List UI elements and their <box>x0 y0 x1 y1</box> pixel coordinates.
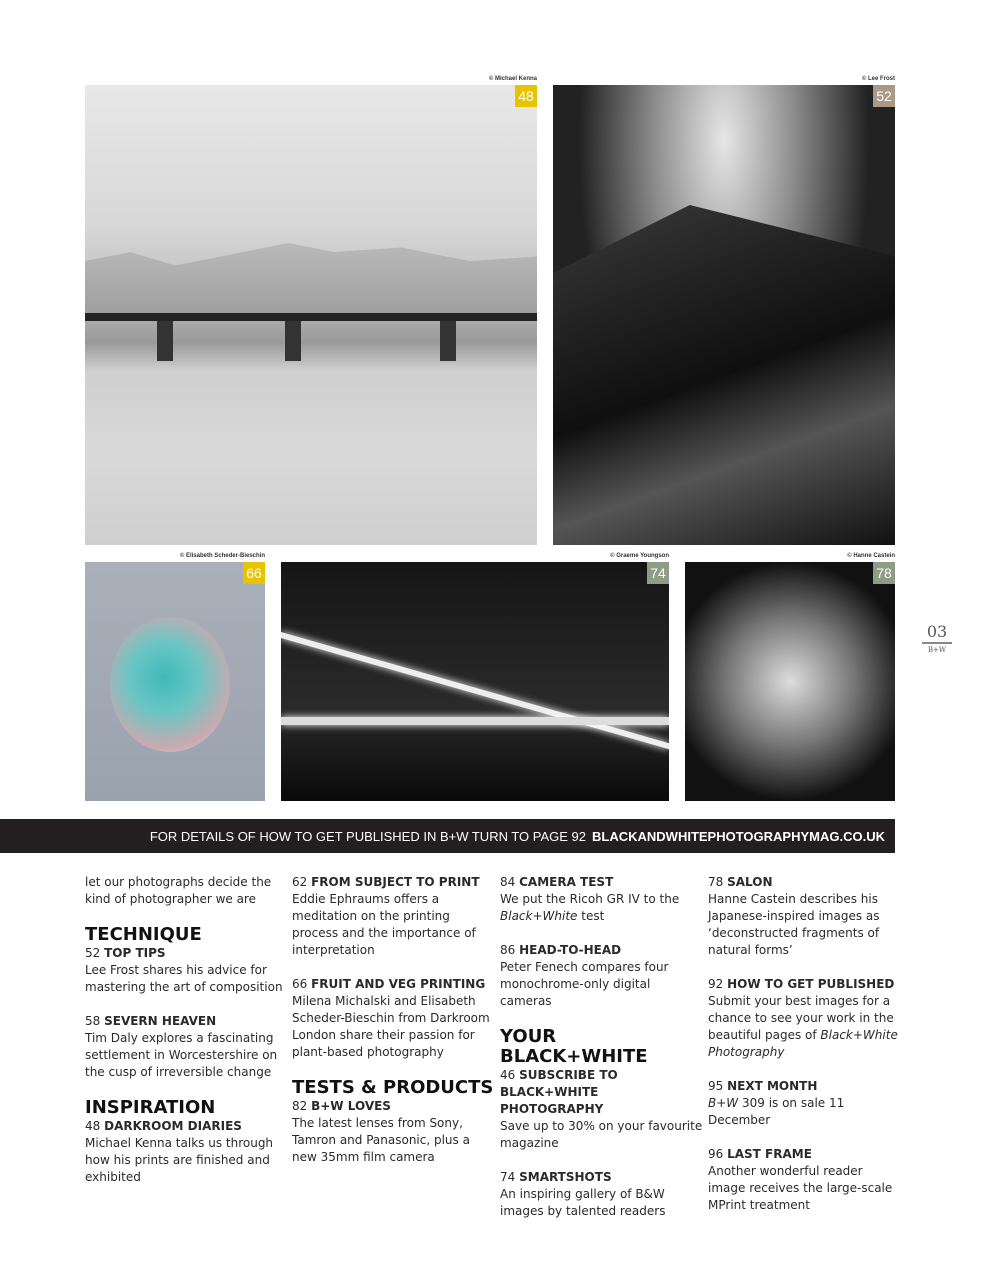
photo-credit: © Hanne Castein <box>847 553 895 559</box>
photo-fruit-print <box>85 562 265 801</box>
page-number: 58 <box>85 1014 101 1028</box>
entry-description <box>85 1135 290 1186</box>
description-text: Submit your best images for a chance to see your work in the beautiful pages of <box>708 994 894 1042</box>
photo-paris-bridge <box>85 85 537 545</box>
entry-description <box>708 1095 903 1129</box>
description-text: 309 is on sale 11 December <box>708 1096 845 1127</box>
entry-description <box>85 962 290 996</box>
description-text: test <box>577 909 605 923</box>
page-number: 66 <box>292 977 308 991</box>
entry-title: FRUIT AND VEG PRINTING <box>311 977 486 991</box>
entry-title: TOP TIPS <box>104 946 166 960</box>
description-text: Hanne Castein describes his Japanese-inspired images as ‘deconstructed fragments of natural forms’ <box>708 892 880 957</box>
contents-entry[interactable] <box>500 1067 705 1152</box>
entry-title: CAMERA TEST <box>519 875 614 889</box>
entry-title: SMARTSHOTS <box>519 1170 612 1184</box>
description-text: Eddie Ephraums offers a meditation on the printing process and the importance of interpretation <box>292 892 476 957</box>
entry-title: SUBSCRIBE TO BLACK+WHITE PHOTOGRAPHY <box>500 1068 618 1116</box>
entry-description <box>292 891 497 959</box>
entry-heading <box>708 874 903 891</box>
entry-heading <box>292 976 497 993</box>
entry-description <box>292 1115 497 1166</box>
section-heading: YOUR BLACK+WHITE <box>500 1026 648 1067</box>
banner-text: FOR DETAILS OF HOW TO GET PUBLISHED IN B+W TURN TO PAGE 92 <box>149 828 587 844</box>
page-number: 74 <box>500 1170 516 1184</box>
contents-entry[interactable] <box>708 976 903 1061</box>
page-badge: 48 <box>515 85 537 107</box>
description-text: An inspiring gallery of B&W images by talented readers <box>500 1187 666 1218</box>
photo-credit: © Graeme Youngson <box>610 553 669 559</box>
contents-entry[interactable] <box>500 874 705 925</box>
description-text: Lee Frost shares his advice for mastering the art of composition <box>85 963 283 994</box>
page-number: 52 <box>85 946 101 960</box>
entry-title: SALON <box>727 875 773 889</box>
entry-description <box>500 891 705 925</box>
entry-heading <box>500 1169 705 1186</box>
entry-heading <box>708 1146 903 1163</box>
photo-credit: © Michael Kenna <box>488 76 537 82</box>
entry-heading <box>708 976 903 993</box>
contents-entry[interactable] <box>292 874 497 959</box>
entry-heading <box>500 942 705 959</box>
entry-heading <box>85 945 290 962</box>
section-heading: INSPIRATION <box>85 1097 216 1118</box>
contents-entry[interactable] <box>292 1098 497 1166</box>
contents-entry[interactable] <box>85 1013 290 1081</box>
description-text: B+W <box>708 1096 739 1110</box>
section-heading: TECHNIQUE <box>85 924 202 945</box>
contents-entry[interactable] <box>500 1169 705 1220</box>
contents-column-3 <box>500 874 705 1237</box>
entry-heading <box>85 1013 290 1030</box>
magazine-mark: B+W <box>927 646 947 654</box>
description-text: Another wonderful reader image receives the large-scale MPrint treatment <box>708 1164 893 1212</box>
description-text: let our photographs decide the kind of photographer we are <box>85 875 272 906</box>
entry-description <box>500 959 705 1010</box>
photo-credit: © Lee Frost <box>861 76 895 82</box>
contents-entry[interactable] <box>708 874 903 959</box>
description-text: Peter Fenech compares four monochrome-only digital cameras <box>500 960 669 1008</box>
entry-title: FROM SUBJECT TO PRINT <box>311 875 480 889</box>
description-text: The latest lenses from Sony, Tamron and Panasonic, plus a new 35mm film camera <box>292 1116 470 1164</box>
entry-heading <box>500 874 705 891</box>
entry-title: HEAD-TO-HEAD <box>519 943 622 957</box>
page-number: 86 <box>500 943 516 957</box>
entry-heading <box>85 1118 290 1135</box>
intro-text <box>85 874 290 908</box>
entry-heading <box>292 1098 497 1115</box>
page-badge: 78 <box>873 562 895 584</box>
entry-title: LAST FRAME <box>727 1147 812 1161</box>
contents-entry[interactable] <box>708 1078 903 1129</box>
contents-column-1 <box>85 874 290 1203</box>
entry-title: B+W LOVES <box>311 1099 391 1113</box>
entry-description <box>85 1030 290 1081</box>
photo-rocky-coast <box>553 85 895 545</box>
description-text: Black+White <box>500 909 578 923</box>
page-number: 48 <box>85 1119 101 1133</box>
photo-credit: © Elisabeth Scheder-Bieschin <box>179 553 265 559</box>
page-badge: 52 <box>873 85 895 107</box>
page-number: 82 <box>292 1099 308 1113</box>
entry-description <box>708 891 903 959</box>
description-text: Michael Kenna talks us through how his prints are finished and exhibited <box>85 1136 274 1184</box>
entry-title: SEVERN HEAVEN <box>104 1014 217 1028</box>
page-number: 46 <box>500 1068 516 1082</box>
entry-heading <box>708 1078 903 1095</box>
entry-description <box>708 1163 903 1214</box>
contents-column-2 <box>292 874 497 1183</box>
page-number: 95 <box>708 1079 724 1093</box>
page-folio <box>922 622 952 654</box>
entry-description <box>292 993 497 1061</box>
entry-heading <box>292 874 497 891</box>
contents-entry[interactable] <box>85 1118 290 1186</box>
page-number: 03 <box>922 622 952 644</box>
entry-description <box>500 1118 705 1152</box>
page-number: 92 <box>708 977 724 991</box>
contents-column-4 <box>708 874 903 1231</box>
contents-entry[interactable] <box>85 945 290 996</box>
entry-description <box>500 1186 705 1220</box>
publish-banner <box>0 819 895 853</box>
page-number: 84 <box>500 875 516 889</box>
contents-entry[interactable] <box>500 942 705 1010</box>
description-text: Save up to 30% on your favourite magazine <box>500 1119 703 1150</box>
entry-title: NEXT MONTH <box>727 1079 818 1093</box>
website-link[interactable]: BLACKANDWHITEPHOTOGRAPHYMAG.CO.UK <box>592 828 885 844</box>
page-number: 78 <box>708 875 724 889</box>
description-text: Tim Daly explores a fascinating settlement in Worcestershire on the cusp of irreversible change <box>85 1031 278 1079</box>
contents-entry[interactable] <box>292 976 497 1061</box>
description-text: We put the Ricoh GR IV to the <box>500 892 680 906</box>
entry-heading <box>500 1067 705 1118</box>
page-badge: 74 <box>647 562 669 584</box>
page-badge: 66 <box>243 562 265 584</box>
page-number: 96 <box>708 1147 724 1161</box>
entry-title: HOW TO GET PUBLISHED <box>727 977 895 991</box>
entry-description <box>708 993 903 1061</box>
description-text: Milena Michalski and Elisabeth Scheder-Bieschin from Darkroom London share their passion for plant-based photography <box>292 994 490 1059</box>
entry-description <box>85 874 290 908</box>
page-number: 62 <box>292 875 308 889</box>
photo-plant-silhouette <box>685 562 895 801</box>
entry-title: DARKROOM DIARIES <box>104 1119 242 1133</box>
contents-entry[interactable] <box>708 1146 903 1214</box>
photo-lit-stairs <box>281 562 669 801</box>
section-heading: TESTS & PRODUCTS <box>292 1077 494 1098</box>
description-text: Black+White Photography <box>708 1028 898 1059</box>
